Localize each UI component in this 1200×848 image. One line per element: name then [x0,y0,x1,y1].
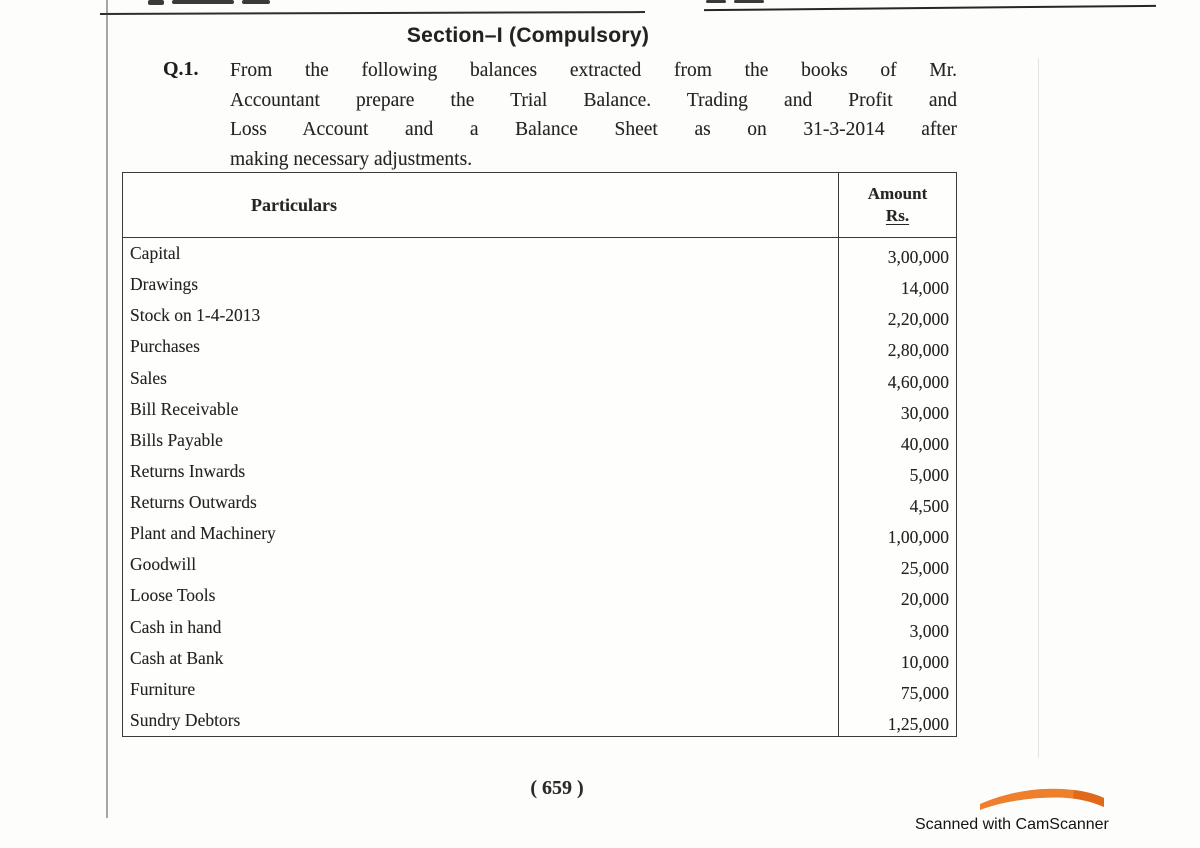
row-amount [838,518,956,549]
row-label: Goodwill [130,554,197,575]
row-amount [838,425,956,456]
row-label: Loose Tools [130,585,216,606]
question-line: From the following balances extracted from the books of Mr. [230,60,957,81]
right-page-edge-line [1038,58,1039,758]
table-row [123,674,956,705]
left-margin-scan-line [106,0,108,818]
cut-off-text-fragment [706,0,726,3]
question-line: making necessary adjustments. [230,148,473,170]
scanner-credit: Scanned with CamScanner [915,816,1109,833]
amount-header-label: Amount [867,184,928,203]
page-number: ( 659 ) [530,777,584,799]
section-heading: Section–I (Compulsory) [406,24,650,47]
table-row [123,643,956,674]
row-amount-value: 2,20,000 [887,309,949,330]
row-amount [838,363,956,394]
amount-header [838,173,956,237]
row-amount-value: 5,000 [909,464,949,485]
row-amount [838,300,956,331]
row-amount [838,612,956,643]
table-row [123,269,956,300]
table-row [123,363,956,394]
table-row [123,487,956,518]
row-amount [838,238,956,269]
question-line: Loss Account and a Balance Sheet as on 31-3-2014 after [230,119,957,140]
row-amount [838,331,956,362]
currency-header-label: Rs. [885,206,910,225]
row-amount-value: 3,000 [909,620,949,641]
row-amount [838,456,956,487]
table-row [123,456,956,487]
trial-balance-table [122,172,957,737]
row-amount [838,549,956,580]
camscanner-swoosh-icon [978,784,1106,814]
row-amount-value: 30,000 [900,402,949,423]
row-label: Purchases [130,336,200,357]
row-amount-value: 75,000 [900,682,949,703]
row-amount-value: 25,000 [900,558,949,579]
cut-off-rule-left [100,11,645,15]
table-row [123,238,956,269]
row-label: Bills Payable [130,429,223,450]
row-amount-value: 3,00,000 [887,247,949,268]
row-amount-value: 1,00,000 [887,527,949,548]
cut-off-text-fragment [172,0,234,4]
row-label: Cash at Bank [130,647,224,668]
table-row [123,705,956,736]
cut-off-rule-right [704,5,1156,11]
row-amount-value: 2,80,000 [887,340,949,361]
row-label: Furniture [130,678,196,699]
question-text [230,56,957,174]
row-amount [838,705,956,736]
row-amount [838,394,956,425]
row-amount-value: 40,000 [900,433,949,454]
row-amount [838,487,956,518]
table-row [123,518,956,549]
row-amount [838,674,956,705]
row-label: Cash in hand [130,616,222,637]
question-line: Accountant prepare the Trial Balance. Trading and Profit and [230,89,957,111]
row-label: Returns Outwards [130,492,257,513]
row-amount-value: 14,000 [900,278,949,299]
particulars-header: Particulars [251,194,337,215]
row-amount-value: 1,25,000 [887,713,949,734]
table-body [123,238,956,736]
table-row [123,612,956,643]
table-row [123,394,956,425]
row-amount-value: 4,500 [909,496,949,517]
question-block [163,56,957,174]
row-amount-value: 20,000 [900,589,949,610]
cut-off-text-fragment [148,0,164,5]
row-label: Sales [130,367,167,388]
row-label: Bill Receivable [130,398,239,419]
row-label: Capital [130,243,181,264]
table-row [123,425,956,456]
row-amount-value: 4,60,000 [887,371,949,392]
cut-off-text-fragment [242,0,270,4]
table-row [123,331,956,362]
cut-off-text-fragment [734,0,764,3]
table-header-row [123,173,956,238]
table-row [123,580,956,611]
row-amount [838,643,956,674]
row-amount-value: 10,000 [900,651,949,672]
row-amount [838,269,956,300]
row-amount [838,580,956,611]
table-row [123,549,956,580]
row-label: Sundry Debtors [130,709,241,730]
row-label: Drawings [130,274,199,295]
row-label: Returns Inwards [130,460,246,481]
row-label: Stock on 1-4-2013 [130,305,261,326]
row-label: Plant and Machinery [130,523,276,544]
question-number: Q.1. [163,58,199,80]
table-row [123,300,956,331]
